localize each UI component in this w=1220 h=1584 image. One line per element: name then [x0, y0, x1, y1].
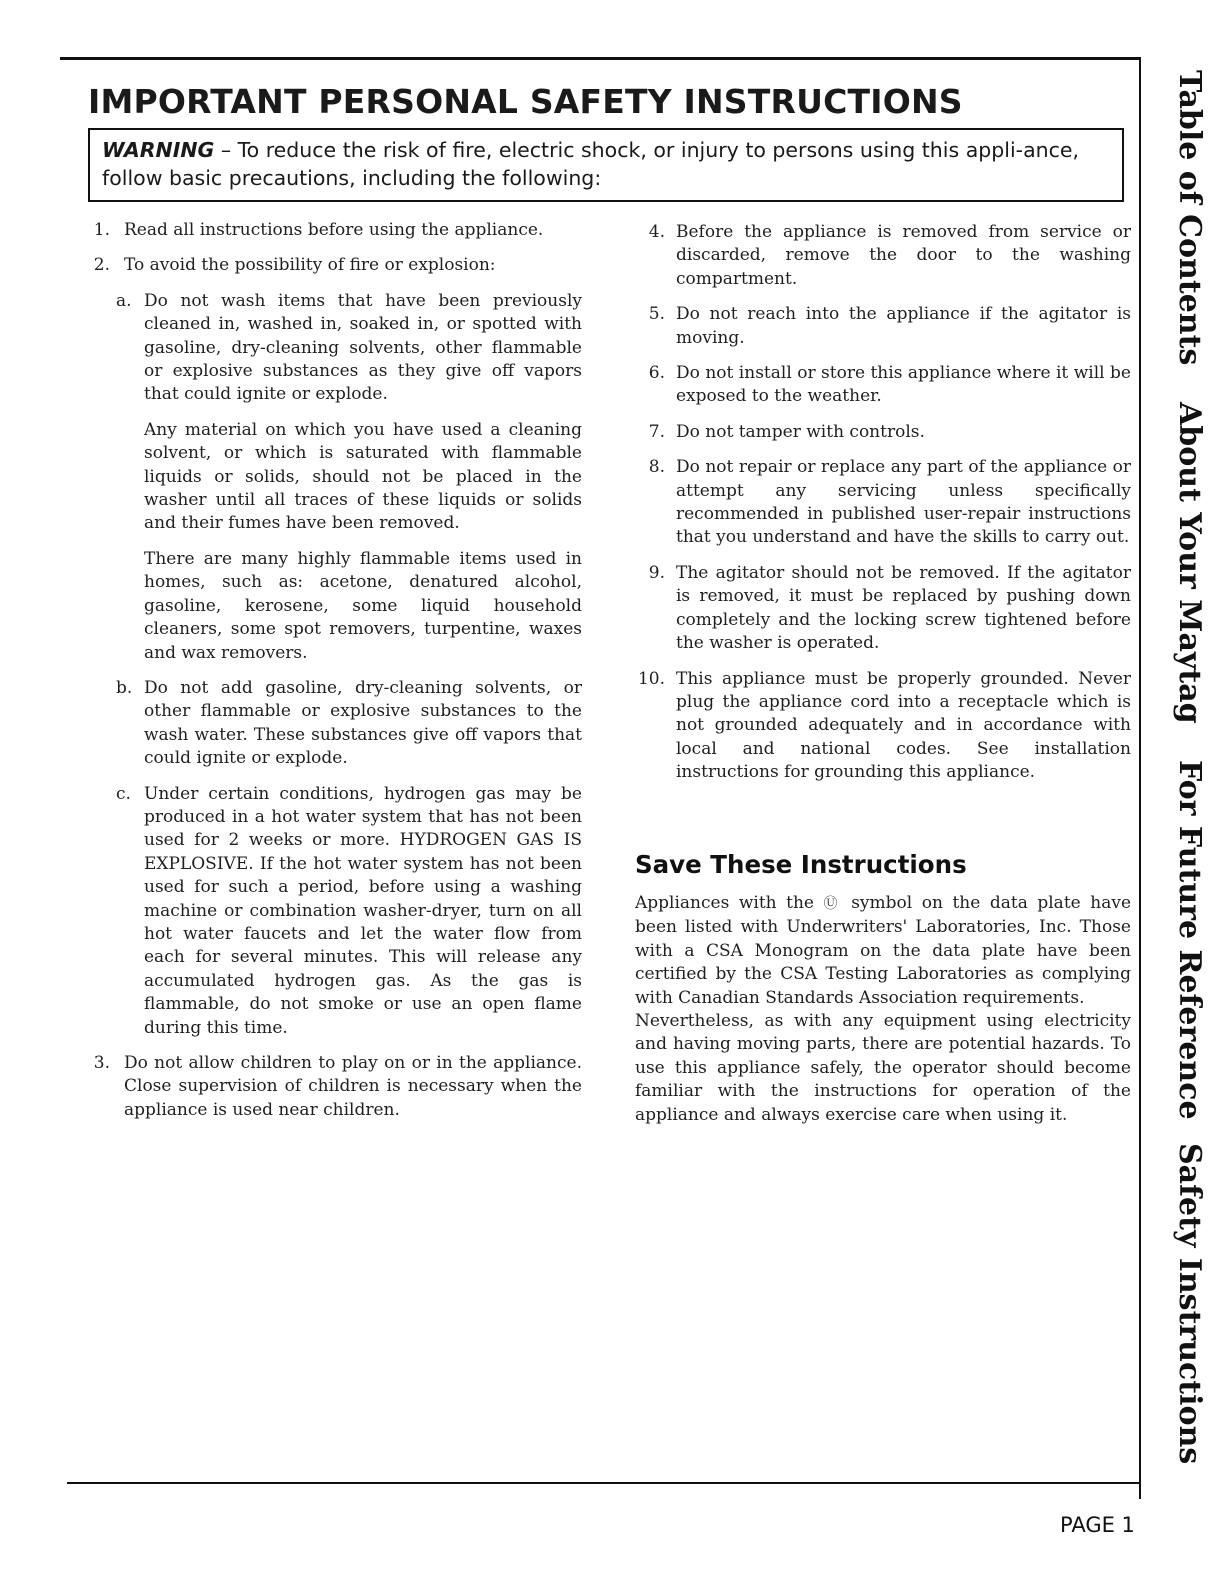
item-text: Do not install or store this appliance where it will be exposed to the weather.	[676, 363, 1131, 407]
item-number: 2.	[93, 255, 110, 276]
instruction-subitem-2b	[72, 677, 582, 771]
instruction-item-8	[635, 456, 1131, 550]
instruction-item-7	[635, 421, 1131, 444]
instruction-item-10	[635, 668, 1131, 785]
subitem-paragraph-1: Do not wash items that have been previously cleaned in, washed in, soaked in, or spotted with gasoline, dry-cleaning solvents, other flammable or explosive substances as they give off vapors that could ignite or explode.	[144, 290, 582, 405]
item-text: Do not allow children to play on or in the appliance. Close supervision of children is necessary when the appliance is used near children.	[124, 1053, 582, 1120]
side-tab-about-your-maytag[interactable]: About Your Maytag	[1172, 402, 1207, 724]
item-text: This appliance must be properly grounded. Never plug the appliance cord into a receptacle which is not grounded adequately and in accordance with local and national codes. See installation instructions for grounding this appliance.	[676, 668, 1131, 783]
item-text: Before the appliance is removed from service or discarded, remove the door to the washing compartment.	[676, 222, 1131, 289]
side-tab-safety-instructions[interactable]: Safety Instructions	[1172, 1143, 1207, 1465]
listing-text-start: Appliances with the	[635, 892, 824, 913]
subitem-letter: a.	[116, 290, 132, 311]
right-rule	[1139, 57, 1141, 1499]
subitem-paragraph-3: There are many highly flammable items used in homes, such as: acetone, denatured alcohol, gasoline, kerosene, some liquid household cleaners, some spot removers, turpentine, waxes and wax removers.	[144, 548, 582, 663]
instruction-item-6	[635, 362, 1131, 409]
hazard-paragraph: Nevertheless, as with any equipment using electricity and having moving parts, there are potential hazards. To use this appliance safely, the operator should become familiar with the instructions for operation of the appliance and always exercise care when using it.	[635, 1010, 1131, 1125]
item-number: 9.	[648, 562, 665, 583]
item-number: 7.	[648, 421, 665, 442]
side-tab-table-of-contents[interactable]: Table of Contents	[1172, 70, 1207, 366]
item-text: Do not tamper with controls.	[676, 421, 925, 442]
item-text: Do not reach into the appliance if the agitator is moving.	[676, 304, 1131, 348]
item-number: 6.	[648, 363, 665, 384]
item-number: 8.	[648, 457, 665, 478]
instruction-item-3	[72, 1052, 582, 1122]
subitem-letter: b.	[116, 677, 133, 698]
page-number: PAGE 1	[1060, 1513, 1135, 1537]
instruction-item-9	[635, 562, 1131, 656]
item-number: 3.	[93, 1053, 110, 1073]
item-number: 5.	[648, 304, 665, 325]
item-number: 1.	[93, 220, 110, 240]
subitem-text: Do not add gasoline, dry-cleaning solvents, or other flammable or explosive substances to the wash water. These substances give off vapors that could ignite or explode.	[144, 677, 582, 769]
subitem-paragraph-2: Any material on which you have used a cleaning solvent, or which is saturated with flammable liquids or solids, should not be placed in the washer until all traces of these liquids or solids and their fumes have been removed.	[144, 419, 582, 534]
bottom-rule	[67, 1482, 1140, 1484]
item-text: Do not repair or replace any part of the appliance or attempt any servicing unless specifically recommended in published user-repair instructions that you understand and have the skills to carry out.	[676, 457, 1131, 548]
side-tab-for-future-reference[interactable]: For Future Reference	[1172, 760, 1207, 1120]
instruction-item-1	[72, 219, 582, 242]
right-column	[635, 221, 1131, 1127]
subitem-text: Under certain conditions, hydrogen gas may be produced in a hot water system that has not been used for 2 weeks or more. HYDROGEN GAS IS EXPLOSIVE. If the hot water system has not been used for such a period, before using a washing machine or combination washer-dryer, turn on all hot water faucets and let the water flow from each for several minutes. This will release any accumulated hydrogen gas. As the gas is flammable, do not smoke or use an open flame during this time.	[144, 783, 582, 1038]
warning-box	[88, 128, 1124, 202]
item-text: Read all instructions before using the appliance.	[124, 220, 544, 240]
item-text: The agitator should not be removed. If the agitator is removed, it must be replaced by pushing down completely and the locking screw tightened before the washer is operated.	[676, 562, 1131, 654]
save-instructions-heading: Save These Instructions	[635, 849, 967, 879]
page-title: IMPORTANT PERSONAL SAFETY INSTRUCTIONS	[88, 82, 963, 121]
instruction-item-2	[72, 254, 582, 277]
left-column	[72, 219, 582, 1134]
subitem-letter: c.	[116, 783, 131, 804]
instruction-item-5	[635, 303, 1131, 350]
item-number: 4.	[648, 222, 665, 242]
warning-label: WARNING	[102, 138, 215, 162]
item-number: 10.	[637, 668, 665, 689]
listing-text-end: symbol on the data plate have been listed with Underwriters' Laboratories, Inc. Those with a CSA Monogram on the data plate have been certified by the CSA Testing Laboratories as complying with Canadian Standards Association requirements.	[635, 892, 1131, 1008]
instruction-item-4	[635, 221, 1131, 291]
ul-listing-icon: Ⓤ	[823, 895, 842, 912]
listing-paragraph	[635, 892, 1131, 1010]
item-text: To avoid the possibility of fire or explosion:	[124, 255, 496, 276]
instruction-subitem-2a	[72, 290, 582, 665]
instruction-subitem-2c	[72, 783, 582, 1040]
warning-text: – To reduce the risk of fire, electric shock, or injury to persons using this appli-ance, follow basic precautions, including the following:	[102, 138, 1080, 190]
top-rule	[60, 57, 1140, 60]
